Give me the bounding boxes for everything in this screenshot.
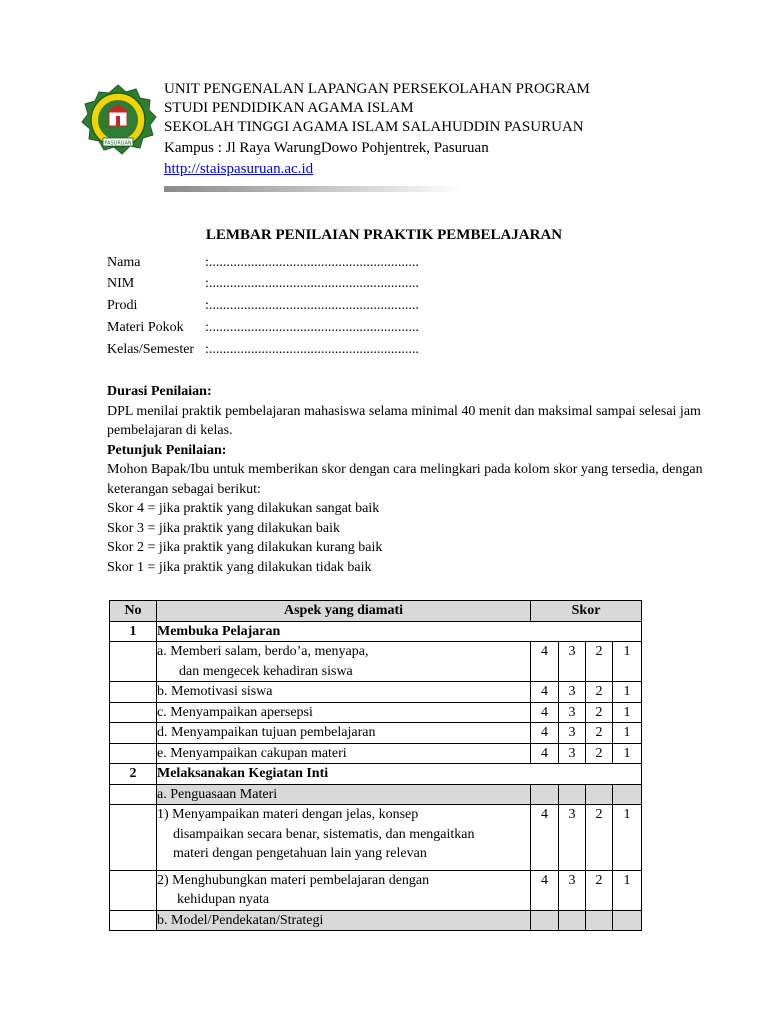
section-title: Melaksanakan Kegiatan Inti [157, 764, 642, 785]
table-row [110, 702, 642, 723]
score-3-option[interactable]: 3 [559, 723, 586, 744]
empty-cell [110, 805, 157, 871]
petunjuk-text: Mohon Bapak/Ibu untuk memberikan skor dengan cara melingkari pada kolom skor yang tersedia, dengan keterangan sebagai berikut: [107, 462, 703, 497]
empty-score-cell [586, 784, 613, 805]
skor-4-legend: Skor 4 = jika praktik yang dilakukan sangat baik [107, 501, 380, 516]
empty-score-cell [531, 784, 559, 805]
field-label-nama: Nama [107, 255, 141, 270]
empty-cell [110, 642, 157, 682]
score-1-option[interactable]: 1 [613, 723, 642, 744]
score-4-option[interactable]: 4 [531, 870, 559, 910]
aspect-text-cont: kehidupan nyata [177, 892, 270, 907]
empty-score-cell [586, 910, 613, 931]
field-label-prodi: Prodi [107, 298, 138, 313]
score-1-option[interactable]: 1 [613, 642, 642, 682]
field-value-materi-pokok: :............................................................ [205, 320, 419, 335]
field-label-kelas-semester: Kelas/Semester [107, 342, 195, 357]
score-4-option[interactable]: 4 [531, 723, 559, 744]
table-row [110, 805, 642, 871]
score-1-option[interactable]: 1 [613, 702, 642, 723]
document-title: LEMBAR PENILAIAN PRAKTIK PEMBELAJARAN [205, 227, 563, 243]
score-1-option[interactable]: 1 [613, 805, 642, 871]
aspect-text-cont: dan mengecek kehadiran siswa [179, 663, 353, 679]
header-line-2: STUDI PENDIDIKAN AGAMA ISLAM [164, 100, 414, 116]
table-row [110, 723, 642, 744]
durasi-heading: Durasi Penilaian: [107, 384, 212, 399]
field-value-prodi: :............................................................ [205, 298, 419, 313]
header-divider [164, 186, 464, 192]
score-1-option[interactable]: 1 [613, 870, 642, 910]
institution-logo [79, 84, 157, 156]
aspect-text: d. Menyampaikan tujuan pembelajaran [157, 723, 531, 744]
section-title: Membuka Pelajaran [157, 621, 642, 642]
aspect-text-cont: materi dengan pengetahuan lain yang relevan [173, 846, 427, 861]
section-row [110, 621, 642, 642]
score-4-option[interactable]: 4 [531, 743, 559, 764]
table-header-row [110, 601, 642, 622]
score-2-option[interactable]: 2 [586, 642, 613, 682]
header-aspek: Aspek yang diamati [157, 601, 531, 622]
score-2-option[interactable]: 2 [586, 702, 613, 723]
empty-score-cell [613, 784, 642, 805]
empty-cell [110, 870, 157, 910]
score-2-option[interactable]: 2 [586, 805, 613, 871]
header-no: No [110, 601, 157, 622]
header-website-link[interactable]: http://staispasuruan.ac.id [164, 161, 314, 177]
aspect-text: b. Memotivasi siswa [157, 682, 531, 703]
score-2-option[interactable]: 2 [586, 682, 613, 703]
subsection-row [110, 910, 642, 931]
empty-cell [110, 743, 157, 764]
empty-cell [110, 723, 157, 744]
empty-cell [110, 910, 157, 931]
aspect-text: 2) Menghubungkan materi pembelajaran dengan [157, 872, 430, 888]
section-number: 1 [110, 621, 157, 642]
score-4-option[interactable]: 4 [531, 702, 559, 723]
field-value-nim: :............................................................ [205, 276, 419, 291]
aspect-text: a. Memberi salam, berdo’a, menyapa, [157, 644, 369, 659]
aspect-text: c. Menyampaikan apersepsi [157, 702, 531, 723]
aspect-text: 1) Menyampaikan materi dengan jelas, konsep [157, 807, 419, 822]
assessment-table [109, 600, 642, 931]
empty-score-cell [531, 910, 559, 931]
aspect-text: e. Menyampaikan cakupan materi [157, 743, 531, 764]
score-3-option[interactable]: 3 [559, 743, 586, 764]
score-1-option[interactable]: 1 [613, 743, 642, 764]
field-value-kelas-semester: :............................................................ [205, 342, 419, 357]
header-skor: Skor [531, 601, 642, 622]
section-row [110, 764, 642, 785]
header-address: Kampus : Jl Raya WarungDowo Pohjentrek, Pasuruan [164, 140, 489, 156]
empty-cell [110, 784, 157, 805]
skor-2-legend: Skor 2 = jika praktik yang dilakukan kurang baik [107, 540, 383, 555]
score-3-option[interactable]: 3 [559, 870, 586, 910]
empty-score-cell [559, 784, 586, 805]
header-line-3: SEKOLAH TINGGI AGAMA ISLAM SALAHUDDIN PASURUAN [164, 119, 584, 135]
score-4-option[interactable]: 4 [531, 805, 559, 871]
score-3-option[interactable]: 3 [559, 702, 586, 723]
subsection-title: b. Model/Pendekatan/Strategi [157, 910, 531, 931]
score-4-option[interactable]: 4 [531, 682, 559, 703]
score-2-option[interactable]: 2 [586, 870, 613, 910]
score-3-option[interactable]: 3 [559, 805, 586, 871]
petunjuk-heading: Petunjuk Penilaian: [107, 442, 227, 458]
aspect-text-cont: disampaikan secara benar, sistematis, dan mengaitkan [173, 826, 475, 842]
skor-3-legend: Skor 3 = jika praktik yang dilakukan baik [107, 520, 341, 536]
header-line-1: UNIT PENGENALAN LAPANGAN PERSEKOLAHAN PROGRAM [164, 81, 590, 97]
empty-cell [110, 702, 157, 723]
score-4-option[interactable]: 4 [531, 642, 559, 682]
table-row [110, 870, 642, 910]
table-row [110, 682, 642, 703]
score-3-option[interactable]: 3 [559, 682, 586, 703]
field-label-materi-pokok: Materi Pokok [107, 320, 184, 335]
instructions [107, 382, 707, 577]
empty-score-cell [613, 910, 642, 931]
subsection-title: a. Penguasaan Materi [157, 784, 531, 805]
score-2-option[interactable]: 2 [586, 743, 613, 764]
table-row [110, 743, 642, 764]
score-1-option[interactable]: 1 [613, 682, 642, 703]
section-number: 2 [110, 764, 157, 785]
durasi-text: DPL menilai praktik pembelajaran mahasiswa selama minimal 40 menit dan maksimal sampai selesai jam pembelajaran di kelas. [107, 403, 701, 438]
empty-score-cell [559, 910, 586, 931]
field-label-nim: NIM [107, 276, 135, 291]
aspect-cell [157, 805, 531, 871]
svg-text:PASURUAN: PASURUAN [104, 140, 132, 147]
skor-1-legend: Skor 1 = jika praktik yang dilakukan tidak baik [107, 559, 372, 575]
aspect-cell [157, 642, 531, 682]
empty-cell [110, 682, 157, 703]
table-row [110, 642, 642, 682]
score-3-option[interactable]: 3 [559, 642, 586, 682]
aspect-cell [157, 870, 531, 910]
subsection-row [110, 784, 642, 805]
score-2-option[interactable]: 2 [586, 723, 613, 744]
field-value-nama: :............................................................ [205, 255, 419, 270]
